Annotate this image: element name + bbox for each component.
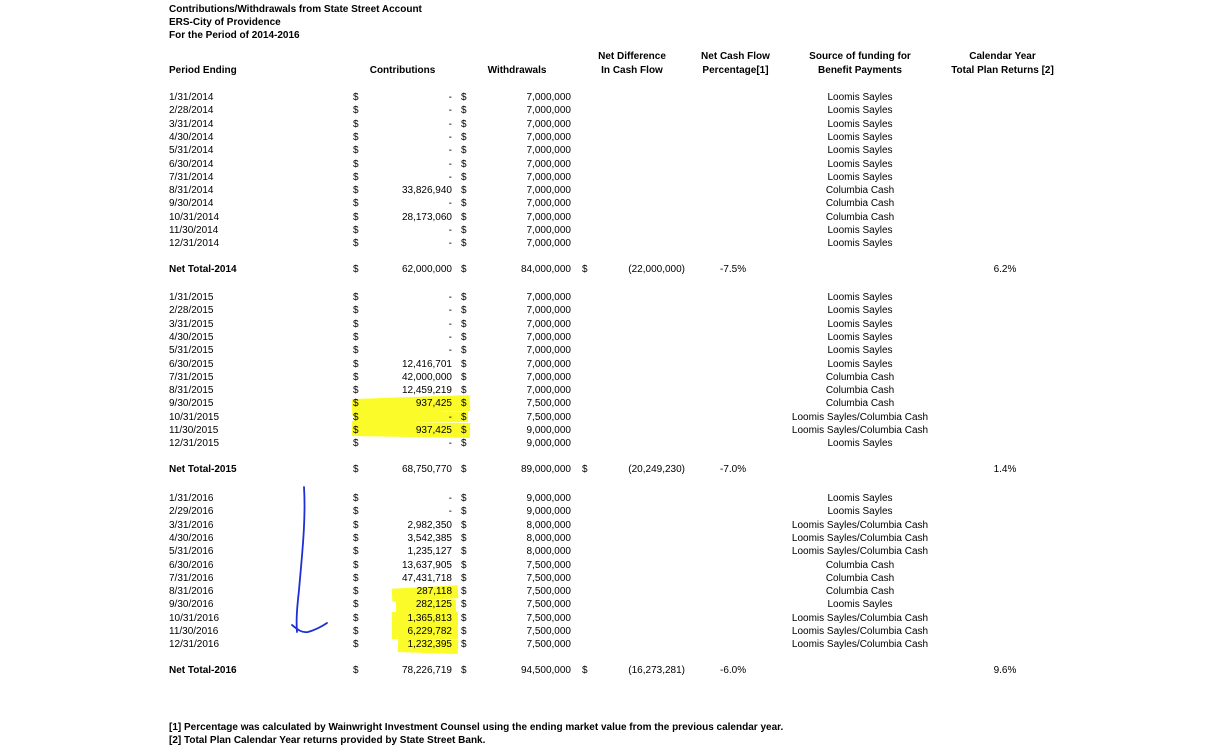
currency-symbol: $ — [461, 185, 467, 197]
period-date: 7/31/2014 — [169, 171, 214, 183]
contribution-value: - — [448, 118, 452, 130]
currency-symbol: $ — [461, 438, 467, 450]
withdrawal-value: 7,000,000 — [526, 211, 571, 223]
funding-source: Loomis Sayles — [827, 145, 893, 157]
total-label: Net Total-2016 — [169, 664, 237, 676]
contribution-value: - — [448, 105, 452, 117]
currency-symbol: $ — [353, 612, 359, 624]
withdrawal-value: 8,000,000 — [526, 519, 571, 531]
currency-symbol: $ — [582, 263, 588, 275]
period-date: 2/28/2014 — [169, 105, 214, 117]
period-date: 7/31/2016 — [169, 572, 214, 584]
period-date: 12/31/2015 — [169, 438, 220, 450]
period-date: 3/31/2015 — [169, 318, 214, 330]
currency-symbol: $ — [461, 198, 467, 210]
currency-symbol: $ — [461, 305, 467, 317]
period-date: 8/31/2016 — [169, 586, 214, 598]
period-date: 6/30/2014 — [169, 158, 214, 170]
contribution-value: - — [448, 506, 452, 518]
withdrawal-value: 7,000,000 — [526, 145, 571, 157]
funding-source: Columbia Cash — [825, 398, 895, 410]
title-line-2: ERS-City of Providence — [169, 17, 281, 28]
currency-symbol: $ — [353, 519, 359, 531]
currency-symbol: $ — [353, 639, 359, 651]
withdrawal-value: 7,000,000 — [526, 171, 571, 183]
contribution-value: 33,826,940 — [401, 185, 452, 197]
period-date: 10/31/2015 — [169, 411, 220, 423]
withdrawal-value: 9,000,000 — [526, 493, 571, 504]
col-header-returns-line2: Total Plan Returns [2] — [951, 65, 1054, 76]
withdrawal-value: 7,000,000 — [526, 105, 571, 117]
total-withdrawals: 94,500,000 — [520, 664, 571, 676]
currency-symbol: $ — [461, 371, 467, 383]
currency-symbol: $ — [353, 664, 359, 676]
contribution-value: - — [448, 225, 452, 236]
currency-symbol: $ — [353, 118, 359, 130]
contribution-value: - — [448, 292, 452, 303]
funding-source: Columbia Cash — [825, 185, 895, 197]
contribution-value: - — [448, 411, 452, 423]
funding-source: Columbia Cash — [825, 371, 895, 383]
period-date: 1/31/2015 — [169, 292, 214, 303]
funding-source: Loomis Sayles — [827, 131, 893, 143]
funding-source: Loomis Sayles/Columbia Cash — [791, 532, 929, 544]
total-contributions: 68,750,770 — [401, 463, 452, 475]
currency-symbol: $ — [461, 398, 467, 410]
period-date: 4/30/2014 — [169, 131, 214, 143]
currency-symbol: $ — [461, 411, 467, 423]
funding-source: Columbia Cash — [825, 198, 895, 210]
title-line-3: For the Period of 2014-2016 — [169, 30, 300, 41]
contribution-value: 13,637,905 — [401, 559, 452, 571]
contribution-value: - — [448, 331, 452, 343]
withdrawal-value: 7,000,000 — [526, 185, 571, 197]
contribution-value: - — [448, 438, 452, 450]
currency-symbol: $ — [461, 463, 467, 475]
funding-source: Loomis Sayles/Columbia Cash — [791, 546, 929, 558]
col-header-withdrawals: Withdrawals — [487, 65, 547, 76]
currency-symbol: $ — [353, 198, 359, 210]
currency-symbol: $ — [353, 225, 359, 236]
period-date: 7/31/2015 — [169, 371, 214, 383]
net-cashflow-pct: -6.0% — [720, 664, 747, 676]
funding-source: Loomis Sayles — [827, 118, 893, 130]
funding-source: Loomis Sayles — [827, 318, 893, 330]
period-date: 10/31/2014 — [169, 211, 220, 223]
period-date: 8/31/2014 — [169, 185, 214, 197]
period-date: 6/30/2015 — [169, 358, 214, 370]
period-date: 12/31/2016 — [169, 639, 220, 651]
period-date: 5/31/2014 — [169, 145, 214, 157]
currency-symbol: $ — [353, 185, 359, 197]
withdrawal-value: 8,000,000 — [526, 532, 571, 544]
col-header-returns-line1: Calendar Year — [969, 51, 1036, 62]
currency-symbol: $ — [461, 639, 467, 651]
currency-symbol: $ — [353, 171, 359, 183]
funding-source: Loomis Sayles — [827, 358, 893, 370]
funding-source: Loomis Sayles — [827, 506, 893, 518]
contribution-value: - — [448, 158, 452, 170]
funding-source: Loomis Sayles — [827, 238, 893, 250]
currency-symbol: $ — [353, 145, 359, 157]
currency-symbol: $ — [461, 171, 467, 183]
plan-return: 6.2% — [993, 263, 1017, 275]
currency-symbol: $ — [353, 546, 359, 558]
contribution-value: 2,982,350 — [407, 519, 452, 531]
funding-source: Loomis Sayles/Columbia Cash — [791, 425, 929, 436]
contribution-value: - — [448, 131, 452, 143]
currency-symbol: $ — [461, 519, 467, 531]
col-header-net-difference-line2: In Cash Flow — [601, 65, 663, 76]
col-header-net-pct-line2: Percentage[1] — [702, 65, 769, 76]
currency-symbol: $ — [353, 586, 359, 598]
contribution-value: - — [448, 145, 452, 157]
total-label: Net Total-2015 — [169, 463, 237, 475]
funding-source: Columbia Cash — [825, 586, 895, 598]
currency-symbol: $ — [461, 385, 467, 397]
currency-symbol: $ — [353, 105, 359, 117]
currency-symbol: $ — [461, 118, 467, 130]
currency-symbol: $ — [353, 211, 359, 223]
currency-symbol: $ — [461, 599, 467, 611]
contribution-value: - — [448, 238, 452, 250]
footnote-1: [1] Percentage was calculated by Wainwright Investment Counsel using the ending market value from the previous calendar year. — [169, 722, 784, 733]
contribution-value: 47,431,718 — [401, 572, 452, 584]
currency-symbol: $ — [461, 263, 467, 275]
total-withdrawals: 84,000,000 — [520, 263, 571, 275]
funding-source: Loomis Sayles — [827, 493, 893, 504]
currency-symbol: $ — [461, 546, 467, 558]
currency-symbol: $ — [461, 572, 467, 584]
withdrawal-value: 7,000,000 — [526, 318, 571, 330]
contribution-value: - — [448, 171, 452, 183]
footnote-2: [2] Total Plan Calendar Year returns provided by State Street Bank. — [169, 735, 486, 746]
currency-symbol: $ — [353, 238, 359, 250]
currency-symbol: $ — [353, 411, 359, 423]
contribution-value: 12,459,219 — [401, 385, 452, 397]
net-cashflow-pct: -7.0% — [720, 463, 747, 475]
currency-symbol: $ — [353, 438, 359, 450]
contribution-value: - — [448, 318, 452, 330]
currency-symbol: $ — [461, 211, 467, 223]
currency-symbol: $ — [461, 493, 467, 504]
contribution-value: 28,173,060 — [401, 211, 452, 223]
currency-symbol: $ — [353, 626, 359, 637]
funding-source: Loomis Sayles — [827, 345, 893, 357]
funding-source: Loomis Sayles — [827, 105, 893, 117]
currency-symbol: $ — [461, 318, 467, 330]
funding-source: Loomis Sayles/Columbia Cash — [791, 612, 929, 624]
funding-source: Loomis Sayles — [827, 92, 893, 103]
period-date: 8/31/2015 — [169, 385, 214, 397]
contribution-value: 3,542,385 — [407, 532, 452, 544]
currency-symbol: $ — [461, 425, 467, 436]
contribution-value: - — [448, 92, 452, 103]
withdrawal-value: 7,000,000 — [526, 371, 571, 383]
withdrawal-value: 7,000,000 — [526, 292, 571, 303]
currency-symbol: $ — [353, 292, 359, 303]
currency-symbol: $ — [353, 305, 359, 317]
period-date: 3/31/2016 — [169, 519, 214, 531]
period-date: 5/31/2015 — [169, 345, 214, 357]
withdrawal-value: 7,500,000 — [526, 398, 571, 410]
period-date: 10/31/2016 — [169, 612, 220, 624]
contribution-value: 937,425 — [415, 398, 452, 410]
col-header-net-pct-line1: Net Cash Flow — [701, 51, 770, 62]
funding-source: Loomis Sayles — [827, 225, 893, 236]
total-label: Net Total-2014 — [169, 263, 237, 275]
withdrawal-value: 7,000,000 — [526, 305, 571, 317]
contribution-value: 937,425 — [415, 425, 452, 436]
period-date: 6/30/2016 — [169, 559, 214, 571]
currency-symbol: $ — [461, 506, 467, 518]
period-date: 5/31/2016 — [169, 546, 214, 558]
contribution-value: - — [448, 345, 452, 357]
withdrawal-value: 7,000,000 — [526, 345, 571, 357]
withdrawal-value: 7,000,000 — [526, 331, 571, 343]
withdrawal-value: 7,000,000 — [526, 238, 571, 250]
net-difference: (20,249,230) — [628, 463, 685, 475]
contribution-value: 1,235,127 — [407, 546, 452, 558]
currency-symbol: $ — [353, 131, 359, 143]
funding-source: Columbia Cash — [825, 559, 895, 571]
currency-symbol: $ — [461, 559, 467, 571]
funding-source: Columbia Cash — [825, 385, 895, 397]
period-date: 9/30/2014 — [169, 198, 214, 210]
period-date: 11/30/2015 — [169, 425, 219, 436]
period-date: 2/29/2016 — [169, 506, 214, 518]
contribution-value: 12,416,701 — [401, 358, 452, 370]
currency-symbol: $ — [353, 463, 359, 475]
total-contributions: 62,000,000 — [401, 263, 452, 275]
col-header-source-line1: Source of funding for — [809, 51, 911, 62]
plan-return: 1.4% — [993, 463, 1017, 475]
currency-symbol: $ — [461, 105, 467, 117]
contribution-value: 1,365,813 — [407, 612, 452, 624]
currency-symbol: $ — [461, 358, 467, 370]
period-date: 11/30/2016 — [169, 626, 219, 637]
currency-symbol: $ — [353, 331, 359, 343]
currency-symbol: $ — [461, 345, 467, 357]
contribution-value: 1,232,395 — [407, 639, 452, 651]
net-difference: (22,000,000) — [628, 263, 685, 275]
withdrawal-value: 7,500,000 — [526, 586, 571, 598]
currency-symbol: $ — [461, 331, 467, 343]
funding-source: Columbia Cash — [825, 572, 895, 584]
currency-symbol: $ — [582, 463, 588, 475]
withdrawal-value: 7,500,000 — [526, 559, 571, 571]
funding-source: Loomis Sayles/Columbia Cash — [791, 519, 929, 531]
withdrawal-value: 7,000,000 — [526, 158, 571, 170]
currency-symbol: $ — [461, 131, 467, 143]
period-date: 4/30/2016 — [169, 532, 214, 544]
funding-source: Loomis Sayles — [827, 438, 893, 450]
title-line-1: Contributions/Withdrawals from State Street Account — [169, 4, 422, 15]
withdrawal-value: 9,000,000 — [526, 438, 571, 450]
contribution-value: 6,229,782 — [407, 626, 452, 637]
funding-source: Loomis Sayles/Columbia Cash — [791, 411, 929, 423]
period-date: 12/31/2014 — [169, 238, 220, 250]
withdrawal-value: 7,000,000 — [526, 225, 571, 236]
net-cashflow-pct: -7.5% — [720, 263, 747, 275]
currency-symbol: $ — [461, 532, 467, 544]
withdrawal-value: 9,000,000 — [526, 425, 571, 436]
funding-source: Loomis Sayles/Columbia Cash — [791, 626, 929, 637]
currency-symbol: $ — [353, 318, 359, 330]
currency-symbol: $ — [461, 612, 467, 624]
withdrawal-value: 7,500,000 — [526, 612, 571, 624]
net-difference: (16,273,281) — [628, 664, 685, 676]
currency-symbol: $ — [461, 145, 467, 157]
contribution-value: 282,125 — [415, 599, 452, 611]
currency-symbol: $ — [353, 358, 359, 370]
funding-source: Loomis Sayles — [827, 599, 893, 611]
contribution-value: - — [448, 198, 452, 210]
withdrawal-value: 7,000,000 — [526, 118, 571, 130]
col-header-source-line2: Benefit Payments — [818, 65, 902, 76]
period-date: 11/30/2014 — [169, 225, 219, 236]
funding-source: Loomis Sayles — [827, 292, 893, 303]
funding-source: Loomis Sayles — [827, 331, 893, 343]
contribution-value: - — [448, 493, 452, 504]
currency-symbol: $ — [461, 225, 467, 236]
currency-symbol: $ — [461, 238, 467, 250]
col-header-period: Period Ending — [169, 65, 237, 76]
withdrawal-value: 7,500,000 — [526, 411, 571, 423]
contribution-value: 287,118 — [416, 586, 452, 598]
period-date: 9/30/2015 — [169, 398, 214, 410]
funding-source: Loomis Sayles — [827, 305, 893, 317]
currency-symbol: $ — [353, 572, 359, 584]
period-date: 1/31/2014 — [169, 92, 214, 103]
withdrawal-value: 7,500,000 — [526, 599, 571, 611]
funding-source: Loomis Sayles — [827, 171, 893, 183]
currency-symbol: $ — [461, 586, 467, 598]
withdrawal-value: 7,000,000 — [526, 385, 571, 397]
currency-symbol: $ — [353, 398, 359, 410]
withdrawal-value: 7,000,000 — [526, 92, 571, 103]
withdrawal-value: 7,000,000 — [526, 131, 571, 143]
funding-source: Columbia Cash — [825, 211, 895, 223]
currency-symbol: $ — [353, 371, 359, 383]
contribution-value: - — [448, 305, 452, 317]
col-header-net-difference-line1: Net Difference — [598, 51, 666, 62]
currency-symbol: $ — [461, 92, 467, 103]
funding-source: Loomis Sayles/Columbia Cash — [791, 639, 929, 651]
currency-symbol: $ — [353, 92, 359, 103]
currency-symbol: $ — [353, 599, 359, 611]
currency-symbol: $ — [582, 664, 588, 676]
period-date: 4/30/2015 — [169, 331, 214, 343]
contribution-value: 42,000,000 — [401, 371, 452, 383]
currency-symbol: $ — [461, 664, 467, 676]
withdrawal-value: 8,000,000 — [526, 546, 571, 558]
plan-return: 9.6% — [993, 664, 1017, 676]
currency-symbol: $ — [353, 559, 359, 571]
withdrawal-value: 7,000,000 — [526, 358, 571, 370]
currency-symbol: $ — [353, 506, 359, 518]
withdrawal-value: 9,000,000 — [526, 506, 571, 518]
currency-symbol: $ — [353, 345, 359, 357]
period-date: 1/31/2016 — [169, 493, 214, 504]
period-date: 3/31/2014 — [169, 118, 214, 130]
currency-symbol: $ — [353, 532, 359, 544]
currency-symbol: $ — [353, 158, 359, 170]
funding-source: Loomis Sayles — [827, 158, 893, 170]
currency-symbol: $ — [353, 425, 359, 436]
period-date: 2/28/2015 — [169, 305, 214, 317]
total-withdrawals: 89,000,000 — [520, 463, 571, 475]
currency-symbol: $ — [353, 493, 359, 504]
withdrawal-value: 7,500,000 — [526, 626, 571, 637]
withdrawal-value: 7,500,000 — [526, 639, 571, 651]
currency-symbol: $ — [461, 626, 467, 637]
withdrawal-value: 7,000,000 — [526, 198, 571, 210]
total-contributions: 78,226,719 — [401, 664, 452, 676]
currency-symbol: $ — [353, 385, 359, 397]
col-header-contributions: Contributions — [369, 65, 436, 76]
currency-symbol: $ — [461, 158, 467, 170]
period-date: 9/30/2016 — [169, 599, 214, 611]
currency-symbol: $ — [461, 292, 467, 303]
currency-symbol: $ — [353, 263, 359, 275]
withdrawal-value: 7,500,000 — [526, 572, 571, 584]
